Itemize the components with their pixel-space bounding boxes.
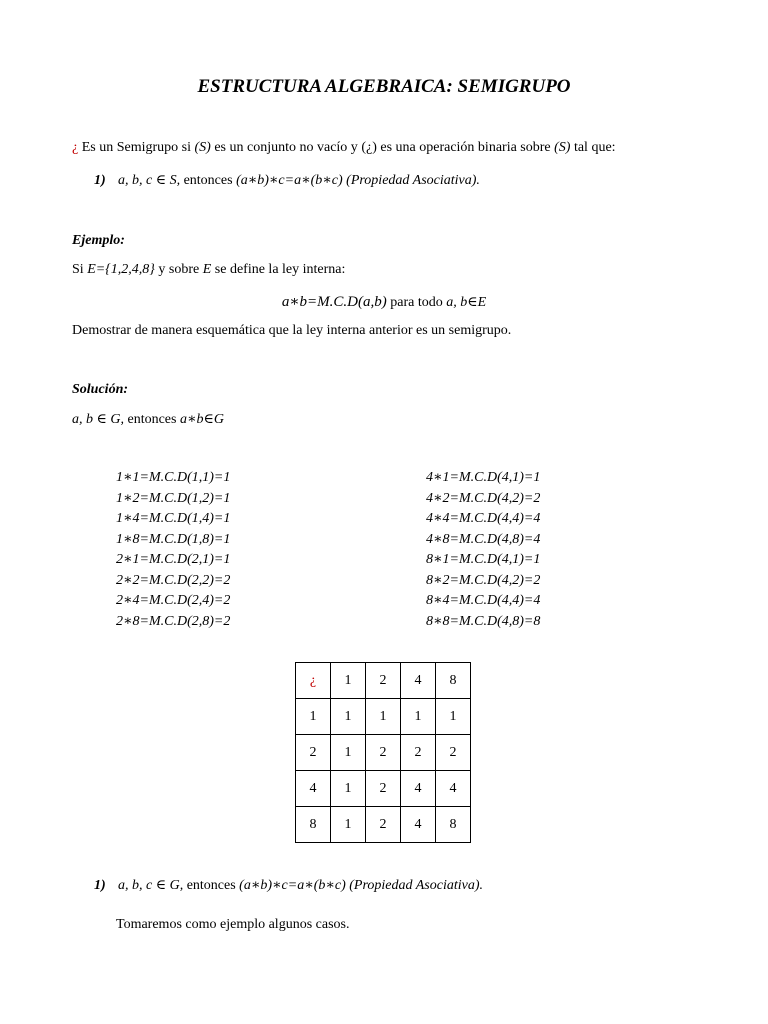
calc-row: 8∗1=M.C.D(4,1)=1 xyxy=(426,552,541,567)
example-law-tail-b: a, b∈E xyxy=(446,295,487,310)
table-header-row xyxy=(296,663,471,699)
closure-then: entonces xyxy=(123,412,180,427)
calc-list-right xyxy=(426,468,540,632)
calc-row: 2∗2=M.C.D(2,2)=2 xyxy=(116,572,231,588)
calc-row: 2∗8=M.C.D(2,8)=2 xyxy=(116,613,231,629)
example-heading: Ejemplo: xyxy=(72,233,125,248)
calc-row: 8∗2=M.C.D(4,2)=2 xyxy=(426,572,541,588)
closure-formula: a∗b∈G xyxy=(179,412,224,427)
table-cell: 2 xyxy=(366,735,401,771)
property-number: 1) xyxy=(94,173,106,188)
page-title: ESTRUCTURA ALGEBRAICA: SEMIGRUPO xyxy=(197,76,571,97)
property-formula: (a∗b)∗c=a∗(b∗c) xyxy=(239,878,346,893)
definition-line xyxy=(72,140,616,156)
property-associative-g xyxy=(94,877,483,894)
table-header-cell: 8 xyxy=(436,663,471,699)
table-header-cell: 4 xyxy=(401,663,436,699)
table-row xyxy=(296,735,471,771)
calc-row: 8∗8=M.C.D(4,8)=8 xyxy=(426,613,541,629)
example-set-def: E={1,2,4,8} xyxy=(87,262,155,277)
example-set-e: E xyxy=(202,262,212,277)
table-cell: 2 xyxy=(366,771,401,807)
table-row-label: 4 xyxy=(296,771,331,807)
calc-row: 2∗4=M.C.D(2,4)=2 xyxy=(116,593,231,608)
table-row-label: 1 xyxy=(296,699,331,735)
operation-table xyxy=(295,662,471,843)
property-associative-s xyxy=(94,172,480,189)
table-cell: 1 xyxy=(331,699,366,735)
operation-symbol-paren: (¿) xyxy=(361,140,377,155)
example-task: Demostrar de manera esquemática que la ley interna anterior es un semigrupo. xyxy=(72,323,512,338)
solution-heading: Solución: xyxy=(72,382,129,397)
table-row-label: 8 xyxy=(296,807,331,843)
property-label: (Propiedad Asociativa). xyxy=(346,173,480,188)
table-cell: 1 xyxy=(331,735,366,771)
calc-row: 1∗4=M.C.D(1,4)=1 xyxy=(116,511,231,526)
set-s: (S) xyxy=(194,140,211,155)
table-row xyxy=(296,771,471,807)
operation-symbol: ¿ xyxy=(72,140,79,155)
calc-list-left xyxy=(116,468,230,632)
table-cell: 2 xyxy=(401,735,436,771)
set-s-2: (S) xyxy=(554,140,571,155)
table-cell: 4 xyxy=(401,807,436,843)
table-cell: 4 xyxy=(436,771,471,807)
closing-text: Tomaremos como ejemplo algunos casos. xyxy=(116,917,350,932)
calc-row: 4∗1=M.C.D(4,1)=1 xyxy=(426,470,541,485)
definition-text-d: tal que: xyxy=(570,140,616,155)
calc-row: 4∗8=M.C.D(4,8)=4 xyxy=(426,531,541,547)
table-corner-symbol: ¿ xyxy=(296,663,331,699)
property-then: entonces xyxy=(183,878,240,893)
definition-text-a: Es un Semigrupo si xyxy=(78,140,195,155)
table-cell: 1 xyxy=(331,771,366,807)
definition-text-b: es un conjunto no vacío y xyxy=(210,140,362,155)
calc-row: 1∗1=M.C.D(1,1)=1 xyxy=(116,470,231,485)
property-label: (Propiedad Asociativa). xyxy=(349,878,484,893)
table-row xyxy=(296,807,471,843)
table-cell: 2 xyxy=(366,807,401,843)
calc-row: 2∗1=M.C.D(2,1)=1 xyxy=(116,552,231,567)
property-vars: a, b, c ∈ S, xyxy=(118,173,181,188)
property-then: entonces xyxy=(180,173,237,188)
closure-vars: a, b ∈ G, xyxy=(72,412,124,427)
property-formula: (a∗b)∗c=a∗(b∗c) xyxy=(236,173,343,188)
table-cell: 1 xyxy=(436,699,471,735)
table-row-label: 2 xyxy=(296,735,331,771)
calc-row: 1∗2=M.C.D(1,2)=1 xyxy=(116,490,231,506)
property-number: 1) xyxy=(94,878,106,893)
example-law-tail-a: para todo xyxy=(386,295,447,310)
table-cell: 1 xyxy=(366,699,401,735)
example-law: a∗b=M.C.D(a,b) xyxy=(281,294,387,310)
definition-text-c: es una operación binaria sobre xyxy=(376,140,555,155)
table-cell: 1 xyxy=(401,699,436,735)
table-cell: 8 xyxy=(436,807,471,843)
calc-row: 8∗4=M.C.D(4,4)=4 xyxy=(426,593,541,608)
calc-row: 4∗2=M.C.D(4,2)=2 xyxy=(426,490,541,506)
example-law-line xyxy=(0,292,768,311)
property-vars: a, b, c ∈ G, xyxy=(118,878,184,893)
calc-row: 4∗4=M.C.D(4,4)=4 xyxy=(426,511,541,526)
example-set-line xyxy=(72,262,345,278)
table-cell: 1 xyxy=(331,807,366,843)
table-cell: 2 xyxy=(436,735,471,771)
table-cell: 4 xyxy=(401,771,436,807)
example-set-c: se define la ley interna: xyxy=(211,262,346,277)
table-row xyxy=(296,699,471,735)
table-header-cell: 1 xyxy=(331,663,366,699)
calc-row: 1∗8=M.C.D(1,8)=1 xyxy=(116,531,231,547)
example-set-b: y sobre xyxy=(154,262,203,277)
example-set-a: Si xyxy=(72,262,88,277)
table-header-cell: 2 xyxy=(366,663,401,699)
closure-line xyxy=(72,411,224,428)
